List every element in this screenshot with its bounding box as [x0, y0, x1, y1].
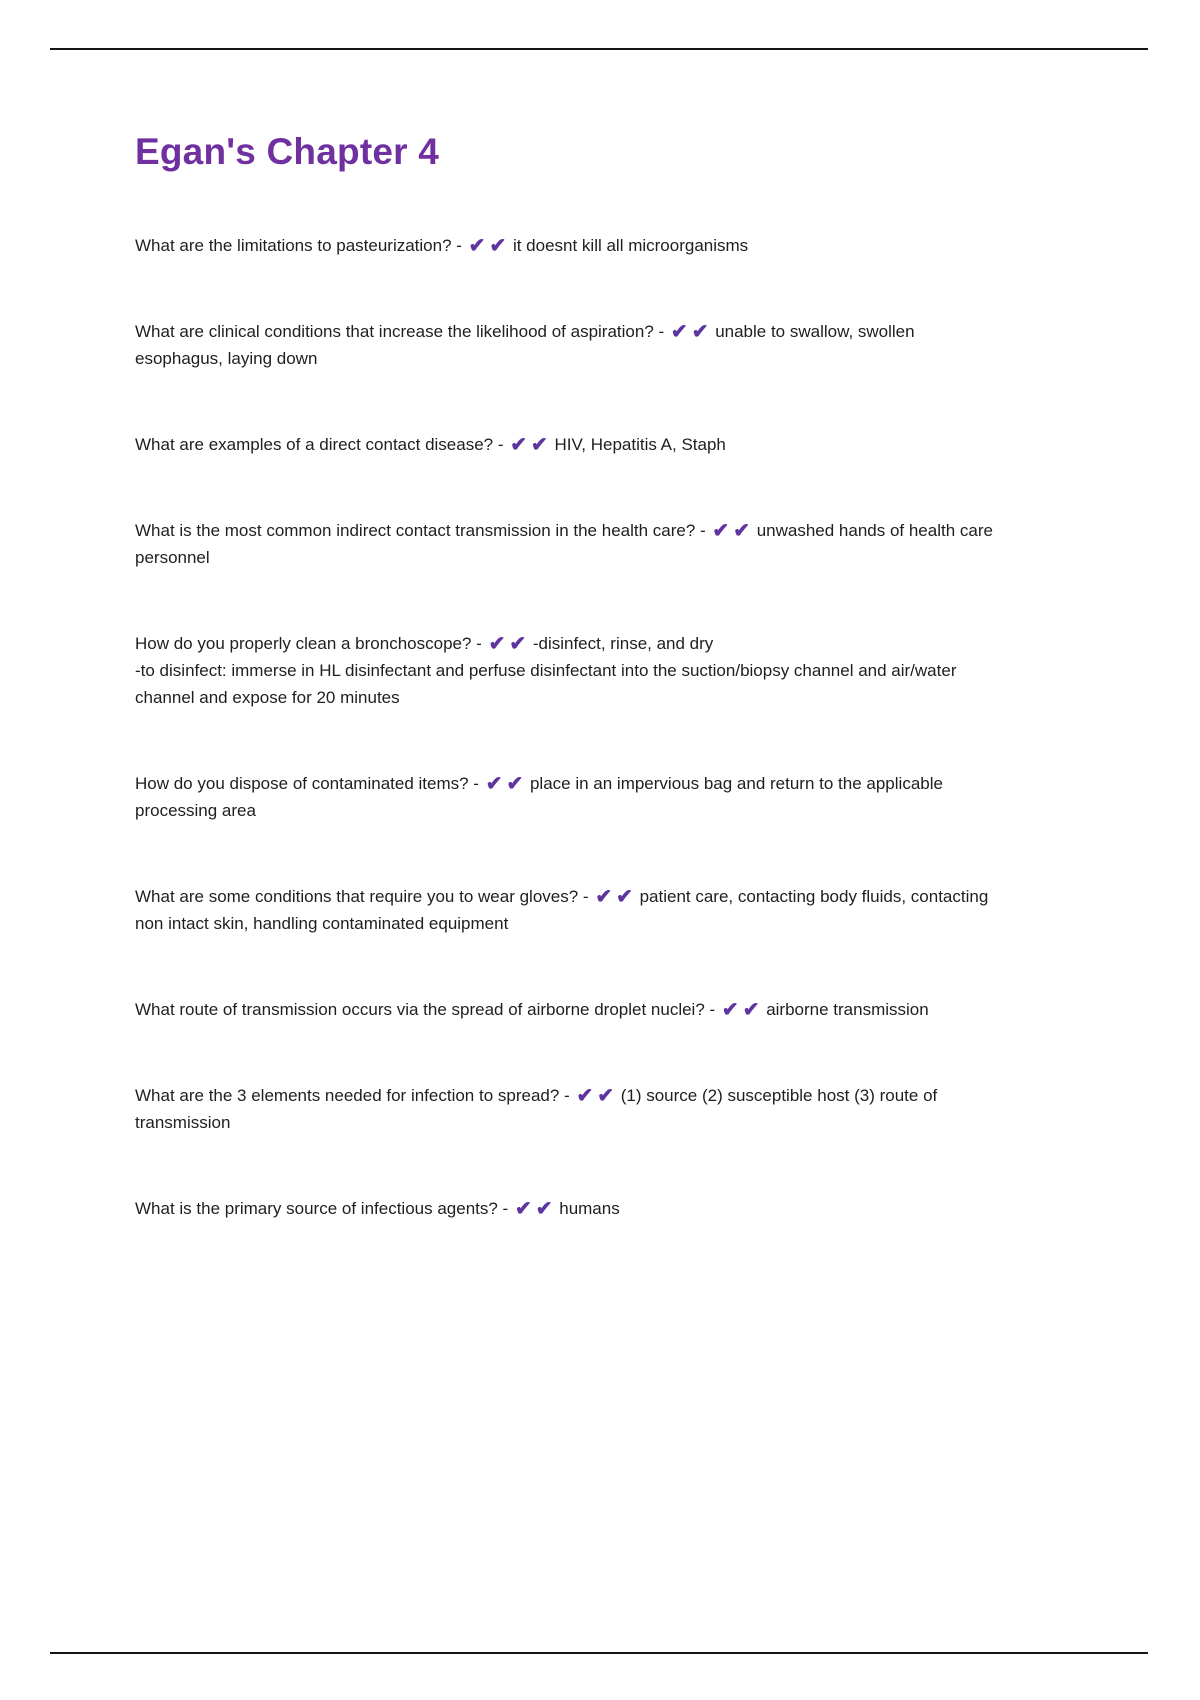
check-icon: ✔	[712, 520, 730, 543]
qa-item	[135, 1195, 1007, 1222]
qa-item	[135, 232, 1007, 259]
qa-line	[135, 996, 1007, 1023]
qa-line	[135, 232, 1007, 259]
question-text: What are some conditions that require you to wear gloves? -	[135, 887, 589, 907]
answer-text: (1) source (2) susceptible host (3) route of transmission	[135, 1086, 938, 1133]
check-icon: ✔	[691, 321, 709, 344]
answer-text: humans	[559, 1199, 620, 1219]
check-icon: ✔	[488, 633, 506, 656]
check-icon: ✔	[535, 1198, 553, 1221]
qa-line	[135, 431, 1007, 458]
qa-item	[135, 996, 1007, 1023]
qa-list	[135, 232, 1007, 1222]
check-icon: ✔	[616, 886, 633, 909]
page-content	[135, 0, 1007, 1281]
qa-line	[135, 630, 1007, 657]
qa-line	[135, 517, 1007, 571]
answer-text: place in an impervious bag and return to the applicable processing area	[135, 774, 943, 821]
qa-item	[135, 770, 1007, 824]
question-text: How do you dispose of contaminated items? -	[135, 774, 479, 794]
question-text: What are clinical conditions that increase the likelihood of aspiration? -	[135, 322, 665, 342]
check-icon: ✔	[485, 773, 503, 796]
answer-text: unable to swallow, swollen esophagus, laying down	[135, 322, 915, 369]
qa-line	[135, 1195, 1007, 1222]
qa-line	[135, 1082, 1007, 1136]
bottom-rule	[50, 1652, 1148, 1654]
check-icon: ✔	[733, 520, 750, 543]
qa-item	[135, 318, 1007, 372]
check-icon: ✔	[506, 773, 524, 796]
check-icon: ✔	[509, 633, 527, 656]
check-icon: ✔	[670, 321, 688, 344]
check-icon: ✔	[742, 999, 760, 1022]
question-text: What are the 3 elements needed for infection to spread? -	[135, 1086, 570, 1106]
answer-text: patient care, contacting body fluids, contacting non intact skin, handling contaminated equipment	[135, 887, 989, 934]
check-icon: ✔	[721, 999, 739, 1022]
answer-text: -disinfect, rinse, and dry	[532, 634, 714, 654]
answer-text: HIV, Hepatitis A, Staph	[554, 435, 726, 455]
page-title: Egan's Chapter 4	[135, 131, 439, 172]
answer-text: unwashed hands of health care personnel	[135, 521, 993, 568]
question-text: What are the limitations to pasteurization? -	[135, 236, 462, 256]
qa-item	[135, 1082, 1007, 1136]
check-icon: ✔	[531, 434, 548, 457]
qa-line	[135, 883, 1007, 937]
question-text: What is the primary source of infectious agents? -	[135, 1199, 509, 1219]
check-icon: ✔	[597, 1085, 614, 1108]
check-icon: ✔	[489, 235, 507, 258]
check-icon: ✔	[595, 886, 613, 909]
qa-item	[135, 517, 1007, 571]
qa-line	[135, 318, 1007, 372]
question-text: What are examples of a direct contact disease? -	[135, 435, 504, 455]
check-icon: ✔	[468, 235, 486, 258]
question-text: What route of transmission occurs via the spread of airborne droplet nuclei? -	[135, 1000, 716, 1020]
answer-text: it doesnt kill all microorganisms	[512, 236, 749, 256]
question-text: How do you properly clean a bronchoscope? -	[135, 634, 482, 654]
qa-line	[135, 770, 1007, 824]
check-icon: ✔	[576, 1085, 594, 1108]
question-text: What is the most common indirect contact transmission in the health care? -	[135, 521, 706, 541]
qa-item	[135, 630, 1007, 711]
check-icon: ✔	[510, 434, 528, 457]
answer-text: airborne transmission	[766, 1000, 929, 1020]
check-icon: ✔	[514, 1198, 532, 1221]
qa-item	[135, 883, 1007, 937]
qa-item	[135, 431, 1007, 458]
answer-note: -to disinfect: immerse in HL disinfectant and perfuse disinfectant into the suction/biopsy channel and air/water channel and expose for 20 minutes	[135, 661, 957, 708]
